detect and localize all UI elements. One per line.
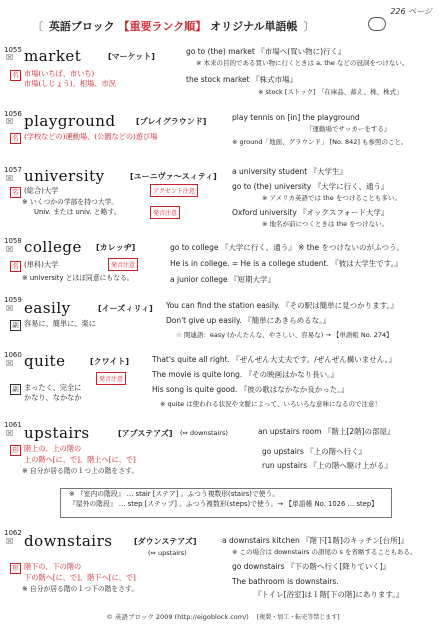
- example-note: ※ ground「地面、グラウンド」 [No. 842] も参照のこと。: [232, 138, 408, 146]
- meaning: (学校などの)運動場、(公園などの)遊び場: [24, 132, 158, 141]
- example-note: ※ この場合は downstairs の語尾の s を省略することもある。: [232, 548, 417, 556]
- usage-warning: ※ quite は使われる状況や文脈によって、いろいろな意味になるので注意！: [160, 400, 382, 408]
- checkbox-icon[interactable]: ☒: [6, 429, 14, 438]
- example-note: ※ 地名が前につくときは the をつけない。: [262, 220, 389, 228]
- example: go to college 『大学に行く、通う』 ※ the をつけないのがふつう。: [170, 243, 404, 252]
- pronunciation: [イーズィリィ]: [98, 304, 153, 313]
- headword: college: [24, 238, 82, 256]
- meaning: 市場(しじょう)、相場、市況: [24, 79, 116, 88]
- checkbox-icon[interactable]: ☒: [6, 53, 14, 62]
- accent-warning-tag: アクセント注意: [150, 184, 198, 197]
- example: run upstairs 『上の階へ駆け上がる』: [262, 461, 392, 470]
- example: the stock market 『株式市場』: [186, 75, 297, 84]
- checkbox-icon[interactable]: ☒: [6, 245, 14, 254]
- example-translation: 『トイレ[浴室]は１階[下の階]にあります。』: [254, 590, 404, 599]
- pos-badge: 副: [10, 384, 21, 395]
- example: an upstairs room 『階上[2階]の部屋』: [258, 427, 395, 436]
- usage-note: ※ university とほぼ同意にもなる。: [22, 274, 134, 282]
- example: go to (the) university 『大学に行く、通う』: [232, 182, 389, 191]
- headword: university: [24, 167, 105, 185]
- example: go upstairs 『上の階へ行く』: [262, 447, 367, 456]
- pronunciation: [クワイト]: [90, 357, 130, 366]
- example: Don't give up easily. 『簡単にあきらめるな。』: [166, 316, 331, 325]
- copyright-text: © 英語ブロック 2009 (http://eigoblock.com/): [106, 613, 249, 621]
- example: You can find the station easily. 『その駅は簡単に見つかります。』: [166, 301, 398, 310]
- example: His song is quite good. 『彼の歌はなかなか良かった。』: [152, 385, 349, 394]
- antonym-note: (⇔ downstairs): [180, 429, 228, 437]
- page-title: [30, 18, 316, 34]
- pronunciation: [プレイグラウンド]: [136, 117, 207, 126]
- headword: quite: [24, 352, 66, 370]
- example-translation: 『運動場でサッカーをする』: [306, 125, 391, 133]
- meaning: 容易に、簡単に、楽に: [24, 319, 96, 328]
- meaning: 上の階へ[に、で]、階上へ[に、で]: [24, 455, 136, 464]
- page-number: 226 ページ: [390, 7, 432, 16]
- pronunciation-warning-tag: 発音注意: [96, 372, 126, 385]
- example-note: ※ 本来の目的である買い物に行くときは a, the などの冠詞をつけない。: [196, 59, 409, 67]
- rights-notice: [複製・加工・転売等禁じます]: [256, 614, 340, 621]
- pronunciation: [アプステアズ]: [118, 429, 173, 438]
- example: go downstairs 『下の階へ行く[降りていく]』: [232, 562, 391, 571]
- checkbox-icon[interactable]: ☒: [6, 117, 14, 126]
- antonym-note: (⇔ upstairs): [148, 549, 187, 557]
- entry-number: 1055: [4, 46, 22, 54]
- logo-icon: [368, 17, 386, 31]
- pronunciation: [カレッヂ]: [96, 243, 136, 252]
- example: That's quite all right. 『ぜんぜん大丈夫です。/ぜんぜん構いません。』: [152, 355, 396, 364]
- meaning: 下の階へ[に、で]、階下へ[に、で]: [24, 573, 136, 582]
- checkbox-icon[interactable]: ☒: [6, 304, 14, 313]
- pronunciation-warning-tag: 発音注意: [108, 258, 138, 271]
- pos-badge: 副: [10, 320, 21, 331]
- footer: [0, 612, 446, 621]
- related-word-note: ☆ 関連語：easy (かんたんな、やさしい、容易な) → 【単語帳 No. 274】: [176, 331, 393, 339]
- pos-badge: 名: [10, 187, 21, 198]
- headword: easily: [24, 299, 71, 317]
- usage-note: ※ 自分が居る階の１つ上の階をさす。: [22, 467, 139, 475]
- title-bracket-open: 〔: [32, 20, 43, 33]
- series-name: 【重要ランク順】: [118, 20, 207, 33]
- entry-number: 1056: [4, 110, 22, 118]
- example-note: ※ アメリカ英語では the をつけることも多い。: [262, 194, 401, 202]
- meaning: 市場(いちば、市いち): [24, 69, 95, 78]
- pos-badge: 名: [10, 70, 21, 81]
- example: He is in college. = He is a college student. 『彼は大学生です。』: [170, 259, 402, 268]
- meaning: かなり、なかなか: [24, 393, 82, 402]
- example: Oxford university 『オックスフォード大学』: [232, 208, 389, 217]
- headword: downstairs: [24, 532, 113, 550]
- meaning: 階下の、下の階の: [24, 562, 82, 571]
- entry-number: 1059: [4, 296, 22, 304]
- book-subtitle: オリジナル単語帳: [210, 20, 298, 33]
- usage-note: Univ. または univ. と略す。: [34, 208, 121, 216]
- pos-badge: 形: [10, 563, 21, 574]
- brand-name: 英語ブロック: [48, 20, 115, 33]
- entry-number: 1057: [4, 166, 22, 174]
- entry-number: 1058: [4, 237, 22, 245]
- pronunciation: [ユーニヴァ～スィティ]: [130, 172, 217, 181]
- example: a downstairs kitchen 『階下[1階]のキッチン[台所]』: [222, 536, 409, 545]
- example: go to (the) market 『市場へ(買い物に)行く』: [186, 47, 346, 56]
- example: a junior college 『短期大学』: [170, 275, 275, 284]
- pronunciation: [マーケット]: [108, 52, 155, 61]
- example: play tennis on [in] the playground: [232, 113, 360, 122]
- example: The movie is quite long. 『その映画はかなり長い。』: [152, 370, 339, 379]
- meaning: (単科)大学: [24, 260, 59, 269]
- pos-badge: 名: [10, 261, 21, 272]
- checkbox-icon[interactable]: ☒: [6, 359, 14, 368]
- meaning: (総合)大学: [24, 186, 59, 195]
- pronunciation-warning-tag: 発音注意: [150, 206, 180, 219]
- meaning: 階上の、上の階の: [24, 444, 82, 453]
- meaning: まったく、完全に: [24, 383, 82, 392]
- usage-note: ※ 自分が居る階の１つ下の階をさす。: [22, 585, 139, 593]
- pronunciation: [ダウンステアズ]: [134, 537, 197, 546]
- checkbox-icon[interactable]: ☒: [6, 537, 14, 546]
- entry-number: 1061: [4, 421, 22, 429]
- headword: playground: [24, 112, 116, 130]
- box-note-line: ※ 『室内の階段』 … stair [ステア] 。ふつう複数形(stairs)で使う。: [69, 490, 280, 498]
- usage-note: ※ いくつかの学部を持つ大学。: [22, 198, 119, 206]
- title-bracket-close: 〕: [303, 20, 315, 33]
- example-note: ※ stock [ストック] 「在庫品、蓄え、株、株式」: [258, 88, 403, 96]
- checkbox-icon[interactable]: ☒: [6, 174, 14, 183]
- box-note-line: 『屋外の階段』 … step [ステップ] 。ふつう複数形(steps)で使う。→ 【単語帳 No. 1026 … step】: [69, 500, 378, 508]
- entry-number: 1060: [4, 351, 22, 359]
- pos-badge: 名: [10, 133, 21, 144]
- headword: market: [24, 47, 82, 65]
- headword: upstairs: [24, 424, 90, 442]
- example: The bathroom is downstairs.: [232, 577, 339, 586]
- stair-step-note-box: [60, 488, 392, 518]
- pos-badge: 形: [10, 445, 21, 456]
- entry-number: 1062: [4, 529, 22, 537]
- example: a university student 『大学生』: [232, 167, 348, 176]
